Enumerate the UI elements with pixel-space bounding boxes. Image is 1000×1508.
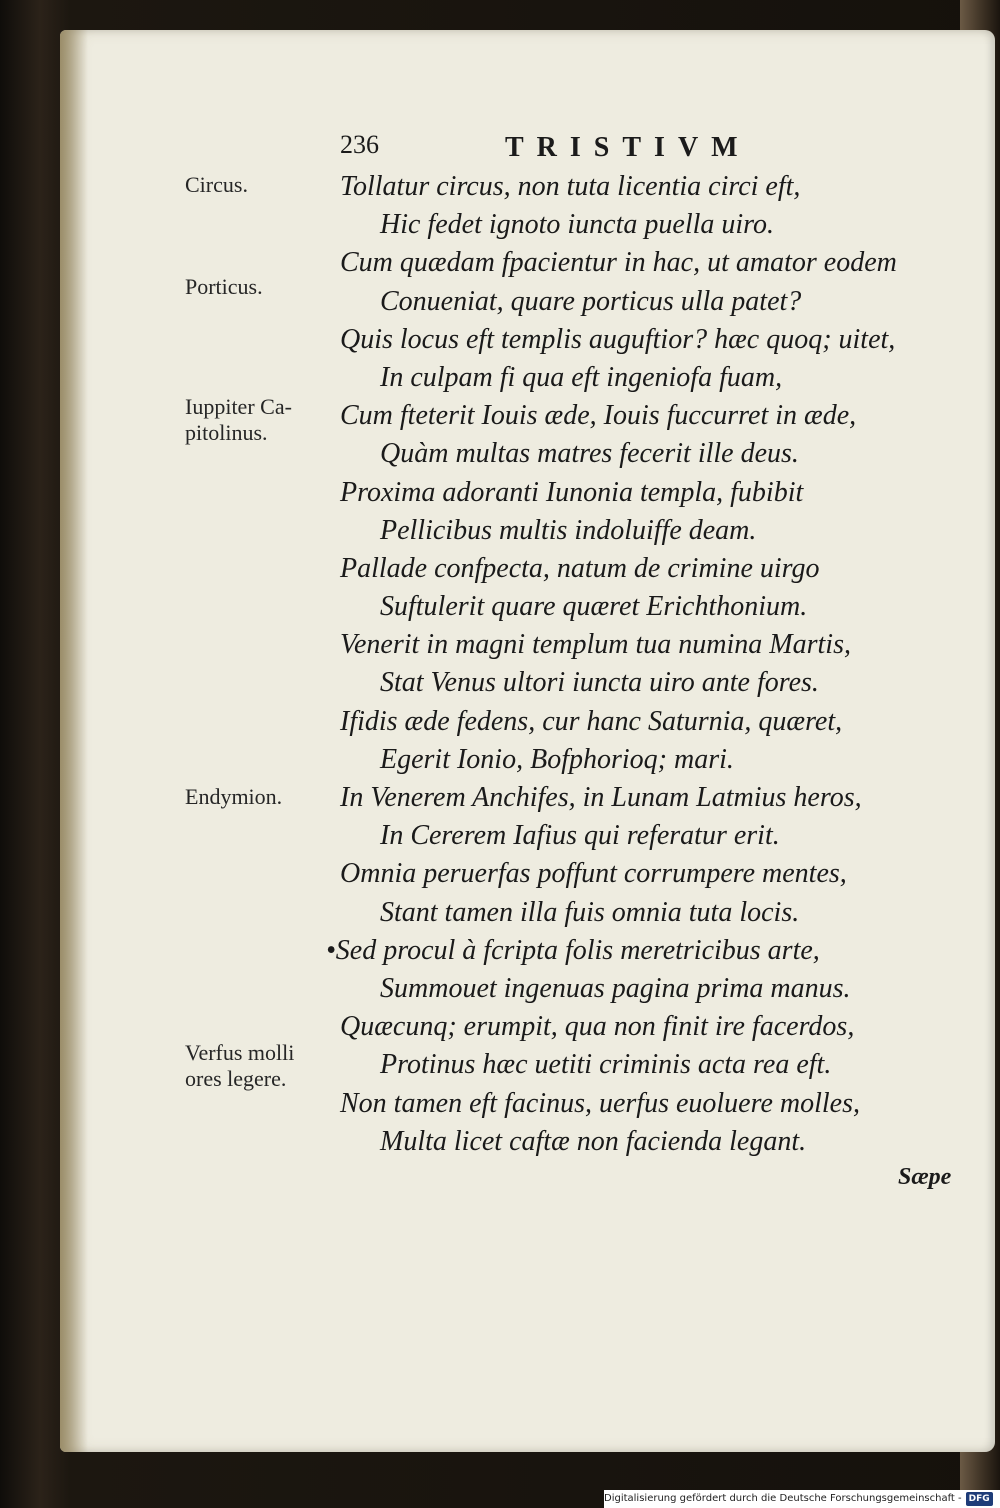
- verse-line: Pallade confpecta, natum de crimine uirgo: [340, 552, 820, 584]
- verse-block: [326, 168, 950, 1161]
- margin-note-endymion: Endymion.: [185, 784, 283, 809]
- verse-line: Multa licet caftæ non facienda legant.: [380, 1125, 807, 1157]
- page-number: 236: [340, 130, 379, 159]
- verse-line: Egerit Ionio, Bofphorioq; mari.: [380, 743, 734, 775]
- page-header: [340, 128, 810, 168]
- verse-line: Summouet ingenuas pagina prima manus.: [380, 972, 851, 1004]
- verse-line: Omnia peruerfas poffunt corrumpere mentes,: [340, 858, 847, 890]
- verse-line: In Cererem Iafius qui referatur erit.: [380, 820, 780, 852]
- verse-line: Venerit in magni templum tua numina Martis,: [340, 629, 851, 661]
- verse-line: Non tamen eft facinus, uerfus euoluere molles,: [340, 1087, 860, 1119]
- verse-line: Cum fteterit Iouis æde, Iouis fuccurret in æde,: [340, 400, 857, 432]
- running-title: TRISTIVM: [505, 132, 751, 163]
- margin-note-iuppiter-2: pitolinus.: [185, 420, 268, 445]
- gutter-shadow: [60, 30, 88, 1452]
- verse-line: Pellicibus multis indoluiffe deam.: [380, 514, 757, 546]
- footer-text: Digitalisierung gefördert durch die Deutsche Forschungsgemeinschaft -: [604, 1493, 962, 1504]
- margin-note-versus-2: ores legere.: [185, 1066, 287, 1091]
- dfg-logo-icon: DFG: [966, 1492, 993, 1506]
- verse-line: Conueniat, quare porticus ulla patet?: [380, 285, 802, 317]
- verse-line: Stat Venus ultori iuncta uiro ante fores.: [380, 667, 819, 699]
- margin-note-iuppiter-1: Iuppiter Ca-: [185, 394, 292, 419]
- margin-note-versus-1: Verfus molli: [185, 1040, 295, 1065]
- verse-line: In culpam fi qua eft ingeniofa fuam,: [380, 361, 783, 393]
- verse-line: Protinus hæc uetiti criminis acta rea eft.: [380, 1049, 832, 1081]
- verse-line: Quis locus eft templis auguftior? hæc quoq; uitet,: [340, 323, 896, 355]
- verse-line: Suftulerit quare quæret Erichthonium.: [380, 591, 808, 623]
- verse-line: Ifidis æde fedens, cur hanc Saturnia, quæret,: [340, 705, 843, 737]
- verse-line: In Venerem Anchifes, in Lunam Latmius heros,: [340, 782, 862, 813]
- verse-line: Quàm multas matres fecerit ille deus.: [380, 438, 799, 470]
- margin-note-circus: Circus.: [185, 172, 248, 197]
- margin-note-porticus: Porticus.: [185, 274, 263, 299]
- verse-line: •Sed procul à fcripta folis meretricibus arte,: [326, 934, 820, 966]
- digitization-footer: [604, 1490, 1000, 1508]
- verse-line: Cum quædam fpacientur in hac, ut amator eodem: [340, 247, 897, 279]
- verse-line: Proxima adoranti Iunonia templa, fubibit: [340, 476, 804, 508]
- verse-line: Quæcunq; erumpit, qua non finit ire facerdos,: [340, 1011, 855, 1043]
- verse-line: Tollatur circus, non tuta licentia circi eft,: [340, 171, 801, 202]
- verse-line: Hic fedet ignoto iuncta puella uiro.: [380, 209, 775, 241]
- catchword: Sæpe: [898, 1164, 952, 1190]
- verse-line: Stant tamen illa fuis omnia tuta locis.: [380, 896, 800, 928]
